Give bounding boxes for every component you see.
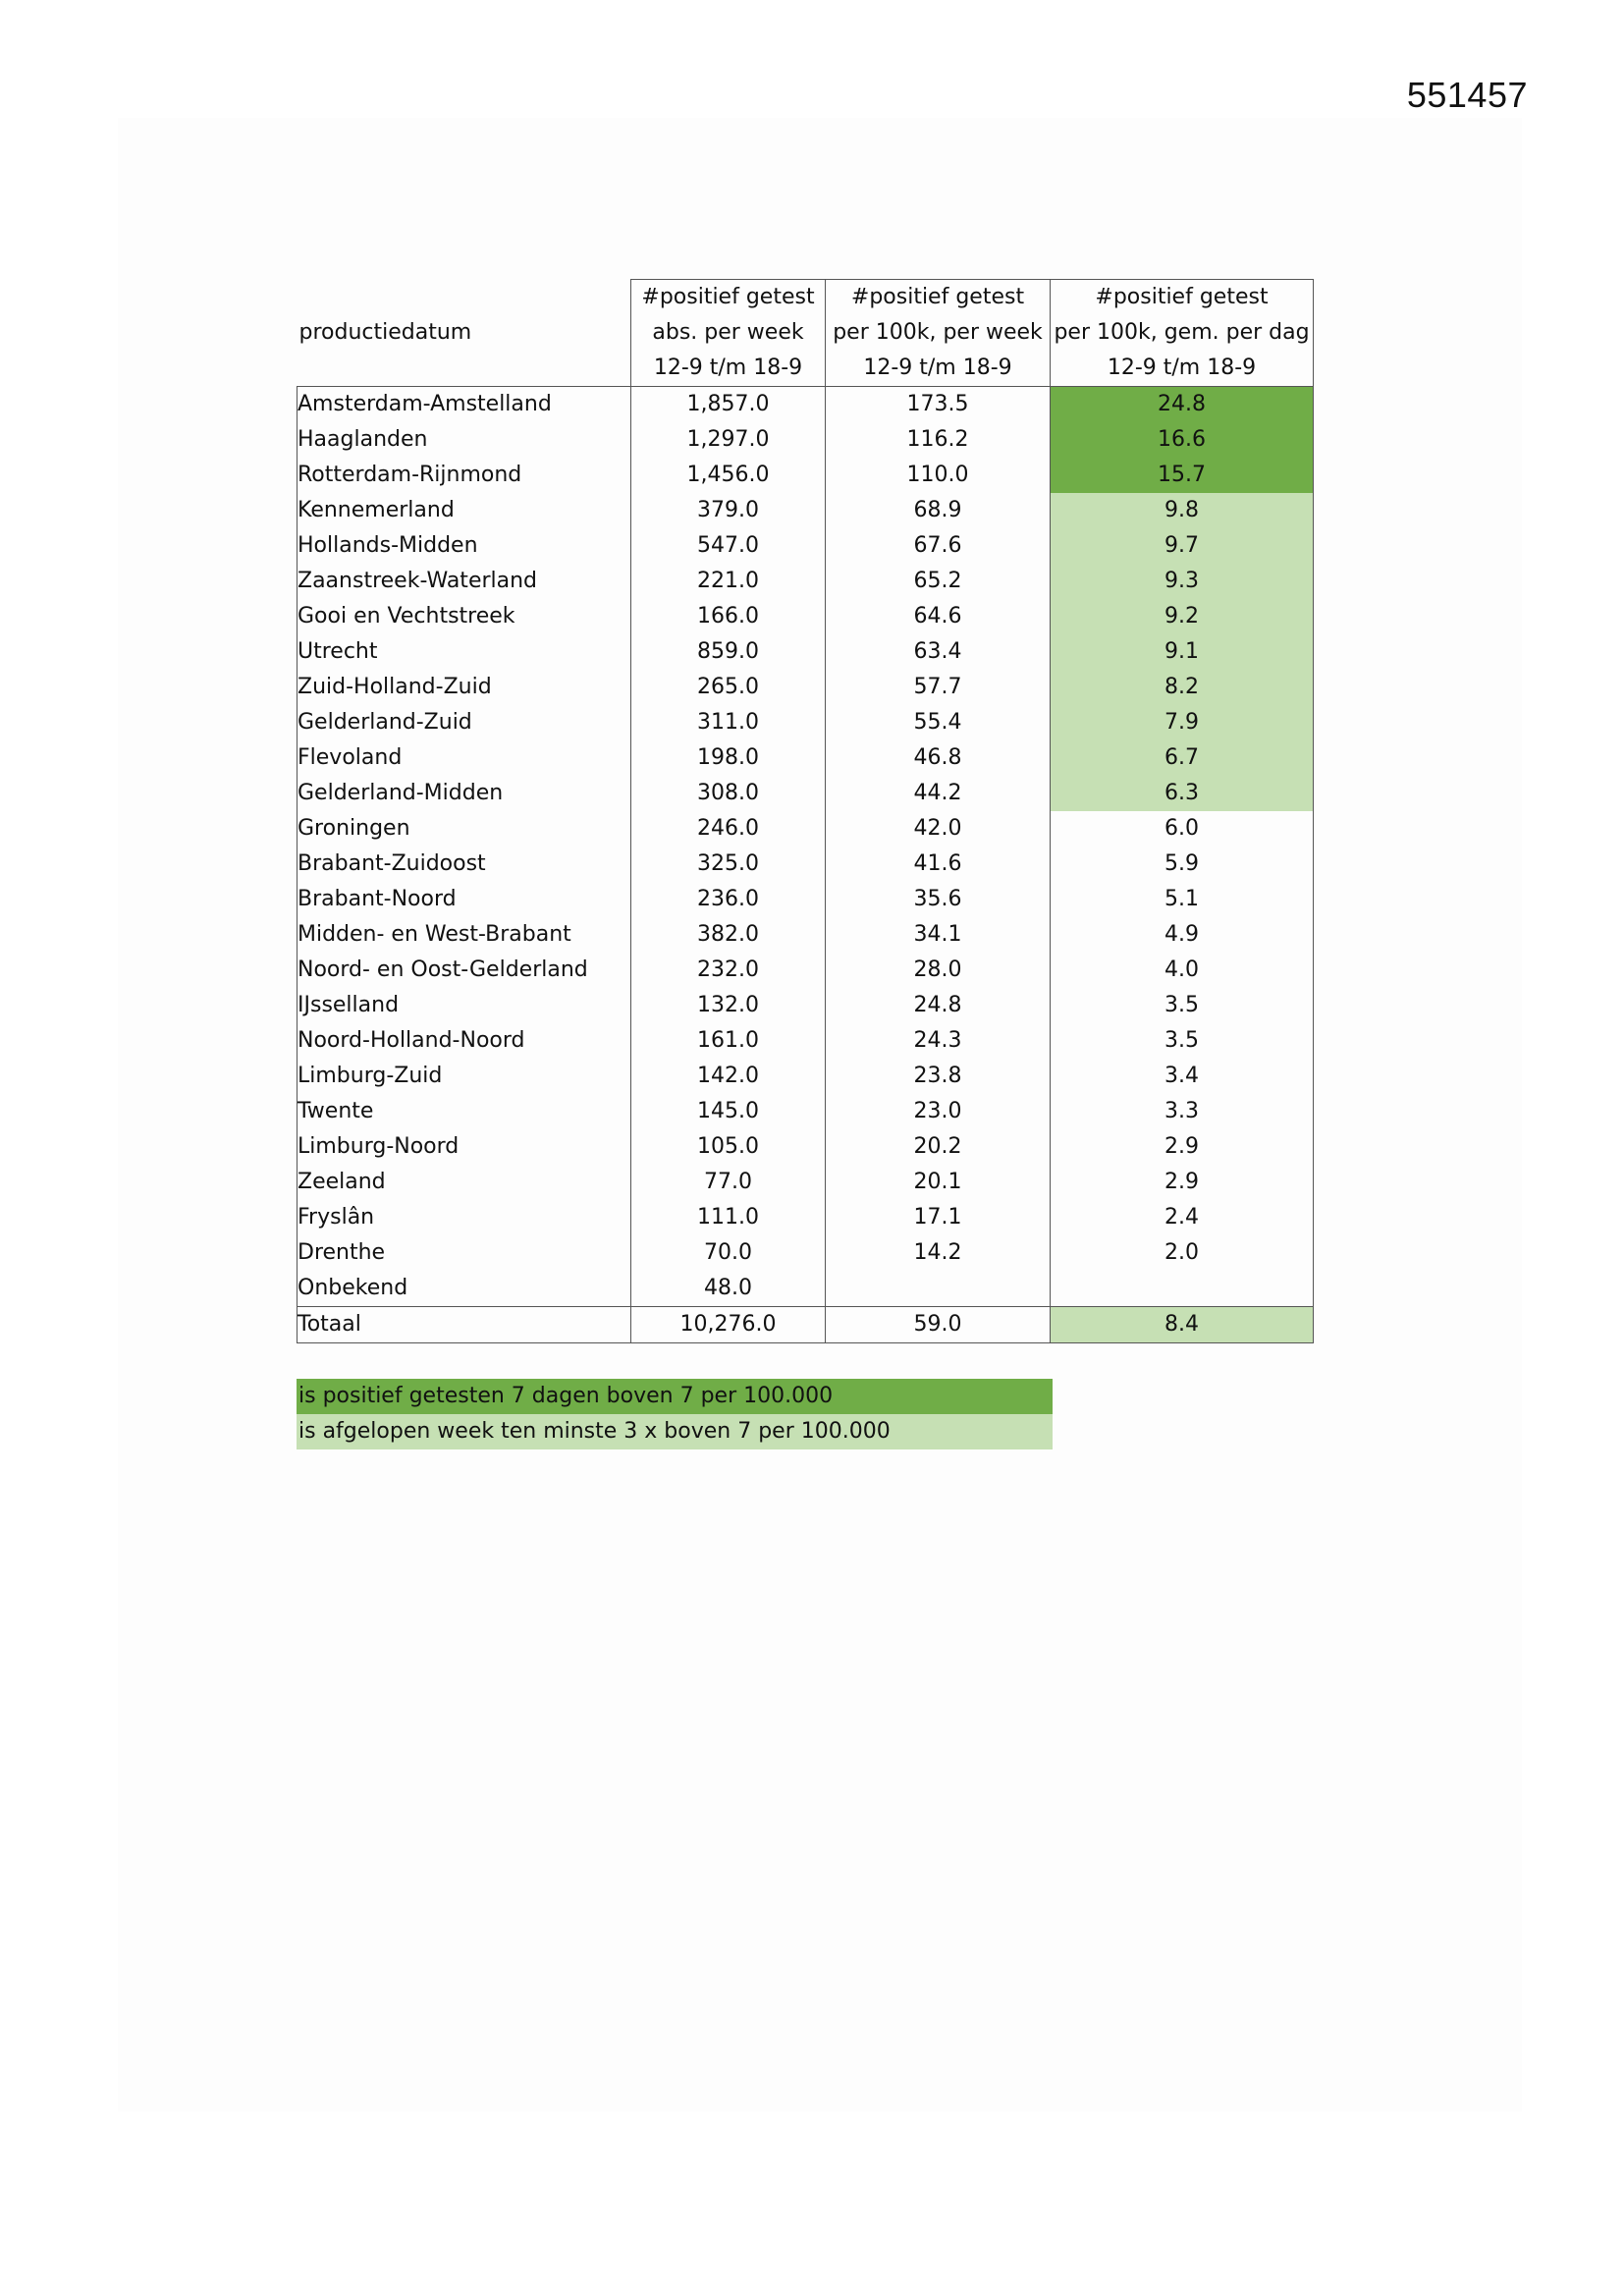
total-per100k-day: 8.4 (1051, 1307, 1314, 1343)
region-name: Limburg-Zuid (298, 1059, 631, 1094)
legend-dark-green: is positief getesten 7 dagen boven 7 per 100.000 (297, 1379, 1053, 1414)
region-name: Flevoland (298, 740, 631, 776)
cell-abs-per-week: 859.0 (631, 634, 826, 670)
cell-abs-per-week: 547.0 (631, 528, 826, 564)
legend-light-green: is afgelopen week ten minste 3 x boven 7 per 100.000 (297, 1414, 1053, 1449)
cell-per100k-day: 3.5 (1051, 1023, 1314, 1059)
region-name: Fryslân (298, 1200, 631, 1235)
region-name: Zeeland (298, 1165, 631, 1200)
cell-per100k-week: 65.2 (826, 564, 1051, 599)
cell-per100k-week: 14.2 (826, 1235, 1051, 1271)
cell-per100k-day: 4.9 (1051, 917, 1314, 953)
region-name: Groningen (298, 811, 631, 847)
cell-abs-per-week: 311.0 (631, 705, 826, 740)
cell-abs-per-week: 325.0 (631, 847, 826, 882)
region-name: Zaanstreek-Waterland (298, 564, 631, 599)
region-name: Amsterdam-Amstelland (298, 387, 631, 423)
cell-per100k-week: 23.8 (826, 1059, 1051, 1094)
cell-abs-per-week: 1,456.0 (631, 458, 826, 493)
cell-per100k-day: 6.7 (1051, 740, 1314, 776)
table-row (298, 953, 1314, 988)
row-header-label: productiedatum (298, 280, 631, 387)
table-row (298, 670, 1314, 705)
table-body (298, 387, 1314, 1307)
total-label: Totaal (298, 1307, 631, 1343)
cell-per100k-day: 4.0 (1051, 953, 1314, 988)
cell-per100k-week (826, 1271, 1051, 1307)
region-name: Haaglanden (298, 422, 631, 458)
cell-per100k-week: 64.6 (826, 599, 1051, 634)
cell-per100k-week: 24.3 (826, 1023, 1051, 1059)
cell-per100k-day: 7.9 (1051, 705, 1314, 740)
cell-abs-per-week: 161.0 (631, 1023, 826, 1059)
cell-per100k-week: 173.5 (826, 387, 1051, 423)
cell-per100k-week: 24.8 (826, 988, 1051, 1023)
cell-per100k-week: 35.6 (826, 882, 1051, 917)
region-name: Gooi en Vechtstreek (298, 599, 631, 634)
cell-per100k-day: 15.7 (1051, 458, 1314, 493)
cell-per100k-week: 57.7 (826, 670, 1051, 705)
cell-abs-per-week: 379.0 (631, 493, 826, 528)
cell-per100k-day: 3.4 (1051, 1059, 1314, 1094)
cell-per100k-week: 41.6 (826, 847, 1051, 882)
cell-per100k-day: 16.6 (1051, 422, 1314, 458)
cell-per100k-week: 55.4 (826, 705, 1051, 740)
cell-per100k-day (1051, 1271, 1314, 1307)
region-name: Hollands-Midden (298, 528, 631, 564)
region-name: Kennemerland (298, 493, 631, 528)
cell-abs-per-week: 198.0 (631, 740, 826, 776)
table-row (298, 634, 1314, 670)
region-name: Gelderland-Zuid (298, 705, 631, 740)
cell-abs-per-week: 145.0 (631, 1094, 826, 1129)
table-row (298, 988, 1314, 1023)
table-row (298, 847, 1314, 882)
cell-per100k-day: 2.0 (1051, 1235, 1314, 1271)
cell-abs-per-week: 132.0 (631, 988, 826, 1023)
region-name: Midden- en West-Brabant (298, 917, 631, 953)
table-row (298, 387, 1314, 423)
cell-per100k-week: 110.0 (826, 458, 1051, 493)
table-row (298, 776, 1314, 811)
cell-abs-per-week: 48.0 (631, 1271, 826, 1307)
cell-abs-per-week: 142.0 (631, 1059, 826, 1094)
table-row (298, 493, 1314, 528)
column-header-abs: #positief getest abs. per week 12-9 t/m 18-9 (631, 280, 826, 387)
cell-per100k-day: 8.2 (1051, 670, 1314, 705)
cell-per100k-week: 20.1 (826, 1165, 1051, 1200)
cell-abs-per-week: 111.0 (631, 1200, 826, 1235)
positive-tests-table (297, 279, 1314, 1343)
cell-abs-per-week: 265.0 (631, 670, 826, 705)
cell-abs-per-week: 105.0 (631, 1129, 826, 1165)
table-row (298, 1094, 1314, 1129)
cell-per100k-week: 46.8 (826, 740, 1051, 776)
cell-per100k-day: 5.9 (1051, 847, 1314, 882)
cell-per100k-day: 9.3 (1051, 564, 1314, 599)
cell-per100k-day: 9.8 (1051, 493, 1314, 528)
table-row (298, 458, 1314, 493)
table-row (298, 1165, 1314, 1200)
cell-per100k-day: 2.4 (1051, 1200, 1314, 1235)
region-name: Limburg-Noord (298, 1129, 631, 1165)
cell-per100k-week: 23.0 (826, 1094, 1051, 1129)
total-abs: 10,276.0 (631, 1307, 826, 1343)
cell-abs-per-week: 382.0 (631, 917, 826, 953)
table-row (298, 1200, 1314, 1235)
cell-abs-per-week: 1,857.0 (631, 387, 826, 423)
cell-per100k-week: 28.0 (826, 953, 1051, 988)
cell-abs-per-week: 308.0 (631, 776, 826, 811)
cell-abs-per-week: 236.0 (631, 882, 826, 917)
cell-per100k-day: 9.7 (1051, 528, 1314, 564)
table-row (298, 599, 1314, 634)
cell-per100k-week: 63.4 (826, 634, 1051, 670)
region-name: Noord- en Oost-Gelderland (298, 953, 631, 988)
cell-abs-per-week: 166.0 (631, 599, 826, 634)
region-name: Drenthe (298, 1235, 631, 1271)
region-name: Zuid-Holland-Zuid (298, 670, 631, 705)
region-name: Onbekend (298, 1271, 631, 1307)
cell-per100k-week: 17.1 (826, 1200, 1051, 1235)
region-name: Gelderland-Midden (298, 776, 631, 811)
cell-per100k-week: 20.2 (826, 1129, 1051, 1165)
region-name: Utrecht (298, 634, 631, 670)
table-row (298, 422, 1314, 458)
cell-per100k-day: 3.3 (1051, 1094, 1314, 1129)
cell-abs-per-week: 70.0 (631, 1235, 826, 1271)
region-name: Brabant-Noord (298, 882, 631, 917)
table-row (298, 1023, 1314, 1059)
table-row (298, 811, 1314, 847)
cell-per100k-week: 34.1 (826, 917, 1051, 953)
cell-per100k-day: 5.1 (1051, 882, 1314, 917)
cell-per100k-day: 9.2 (1051, 599, 1314, 634)
cell-per100k-day: 3.5 (1051, 988, 1314, 1023)
cell-per100k-day: 6.3 (1051, 776, 1314, 811)
table-row (298, 882, 1314, 917)
cell-abs-per-week: 77.0 (631, 1165, 826, 1200)
table-row (298, 564, 1314, 599)
region-name: Noord-Holland-Noord (298, 1023, 631, 1059)
table-row (298, 1129, 1314, 1165)
cell-abs-per-week: 232.0 (631, 953, 826, 988)
cell-per100k-day: 9.1 (1051, 634, 1314, 670)
table-row (298, 1059, 1314, 1094)
cell-per100k-day: 6.0 (1051, 811, 1314, 847)
table-row (298, 528, 1314, 564)
column-header-per100k-day: #positief getest per 100k, gem. per dag 12-9 t/m 18-9 (1051, 280, 1314, 387)
total-per100k-week: 59.0 (826, 1307, 1051, 1343)
column-header-per100k-week: #positief getest per 100k, per week 12-9 t/m 18-9 (826, 280, 1051, 387)
cell-per100k-week: 67.6 (826, 528, 1051, 564)
table-row (298, 1271, 1314, 1307)
cell-per100k-week: 68.9 (826, 493, 1051, 528)
cell-per100k-day: 24.8 (1051, 387, 1314, 423)
region-name: Brabant-Zuidoost (298, 847, 631, 882)
cell-per100k-week: 44.2 (826, 776, 1051, 811)
document-id: 551457 (1406, 75, 1528, 115)
region-name: Rotterdam-Rijnmond (298, 458, 631, 493)
total-row (298, 1307, 1314, 1343)
cell-abs-per-week: 246.0 (631, 811, 826, 847)
table-row (298, 1235, 1314, 1271)
table-row (298, 917, 1314, 953)
cell-abs-per-week: 1,297.0 (631, 422, 826, 458)
region-name: IJsselland (298, 988, 631, 1023)
cell-per100k-week: 42.0 (826, 811, 1051, 847)
cell-abs-per-week: 221.0 (631, 564, 826, 599)
legend (297, 1379, 1053, 1449)
table-row (298, 705, 1314, 740)
cell-per100k-week: 116.2 (826, 422, 1051, 458)
cell-per100k-day: 2.9 (1051, 1165, 1314, 1200)
table-row (298, 740, 1314, 776)
cell-per100k-day: 2.9 (1051, 1129, 1314, 1165)
region-name: Twente (298, 1094, 631, 1129)
table-header-row (298, 280, 1314, 387)
